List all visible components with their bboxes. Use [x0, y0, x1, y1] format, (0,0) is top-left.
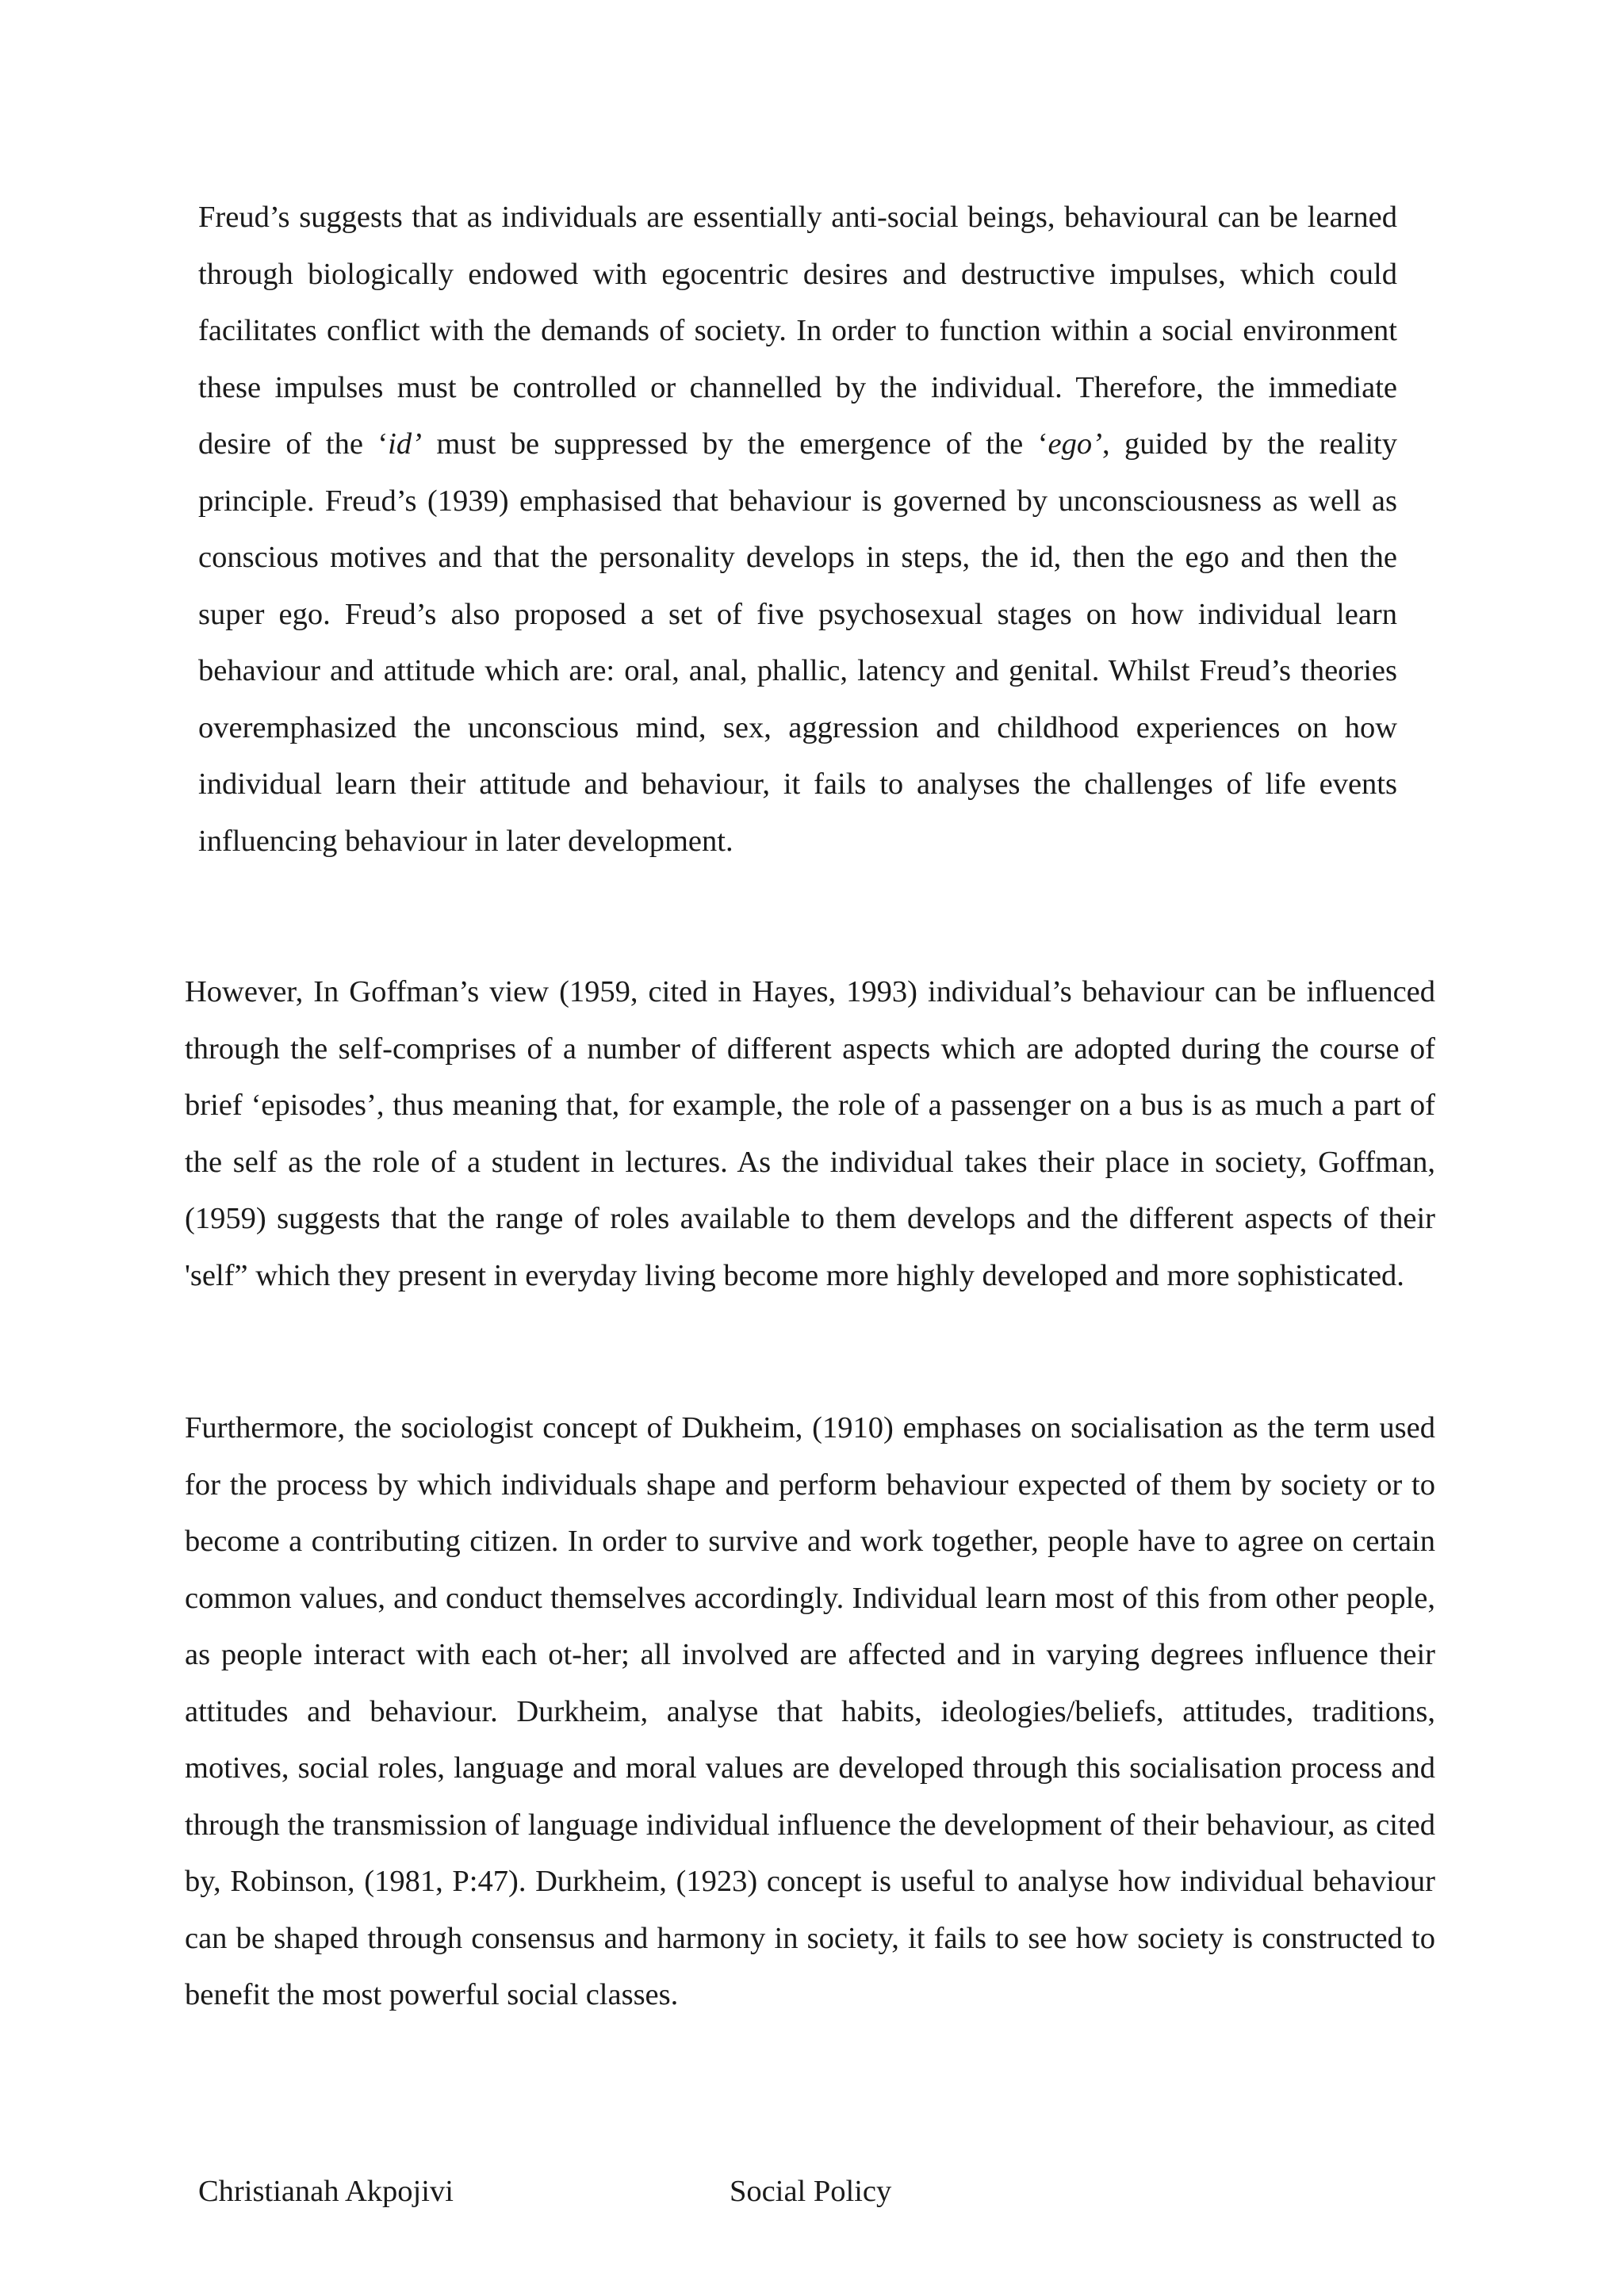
- paragraph-goffman: However, In Goffman’s view (1959, cited in Hayes, 1993) individual’s behaviour can be influenced through the self-comprises of a number of different aspects which are adopted during the course of brief ‘episodes’, thus meaning that, for example, the role of a passenger on a bus is as much a part of the self as the role of a student in lectures. As the individual takes their place in society, Goffman, (1959) suggests that the range of roles available to them develops and the different aspects of their 'self” which they present in everyday living become more highly developed and more sophisticated.: [185, 975, 1435, 1292]
- paragraph-durkheim: Furthermore, the sociologist concept of Dukheim, (1910) emphases on socialisation as the term used for the process by which individuals shape and perform behaviour expected of them by society or to become a contributing citizen. In order to survive and work together, people have to agree on certain common values, and conduct themselves accordingly. Individual learn most of this from other people, as people interact with each ot-her; all involved are affected and in varying degrees influence their attitudes and behaviour. Durkheim, analyse that habits, ideologies/beliefs, attitudes, traditions, motives, social roles, language and moral values are developed through this socialisation process and through the transmission of language individual influence the development of their behaviour, as cited by, Robinson, (1981, P:47). Durkheim, (1923) concept is useful to analyse how individual behaviour can be shaped through consensus and harmony in society, it fails to see how society is constructed to benefit the most powerful social classes.: [185, 1411, 1435, 2011]
- paragraph-freud: [198, 189, 1397, 870]
- term-id: id’: [388, 427, 422, 461]
- footer-course: Social Policy: [730, 2175, 892, 2208]
- paragraph-freud-text-2: must be suppressed by the emergence of the ‘: [421, 427, 1048, 461]
- footer-author: Christianah Akpojivi: [198, 2175, 454, 2208]
- paragraph-freud-text-1: Freud’s suggests that as individuals are essentially anti-social beings, behavioural can be learned through biologically endowed with egocentric desires and destructive impulses, which could facilitates conflict with the demands of society. In order to function within a social environment these impulses must be controlled or channelled by the individual. Therefore, the immediate desire of the ‘: [198, 201, 1397, 461]
- term-ego: ego’: [1048, 427, 1102, 461]
- paragraph-freud-text-3: , guided by the reality principle. Freud’s (1939) emphasised that behaviour is governed by unconsciousness as well as conscious motives and that the personality develops in steps, the id, then the ego and then the super ego. Freud’s also proposed a set of five psychosexual stages on how individual learn behaviour and attitude which are: oral, anal, phallic, latency and genital. Whilst Freud’s theories overemphasized the unconscious mind, sex, aggression and childhood experiences on how individual learn their attitude and behaviour, it fails to analyses the challenges of life events influencing behaviour in later development.: [198, 427, 1398, 858]
